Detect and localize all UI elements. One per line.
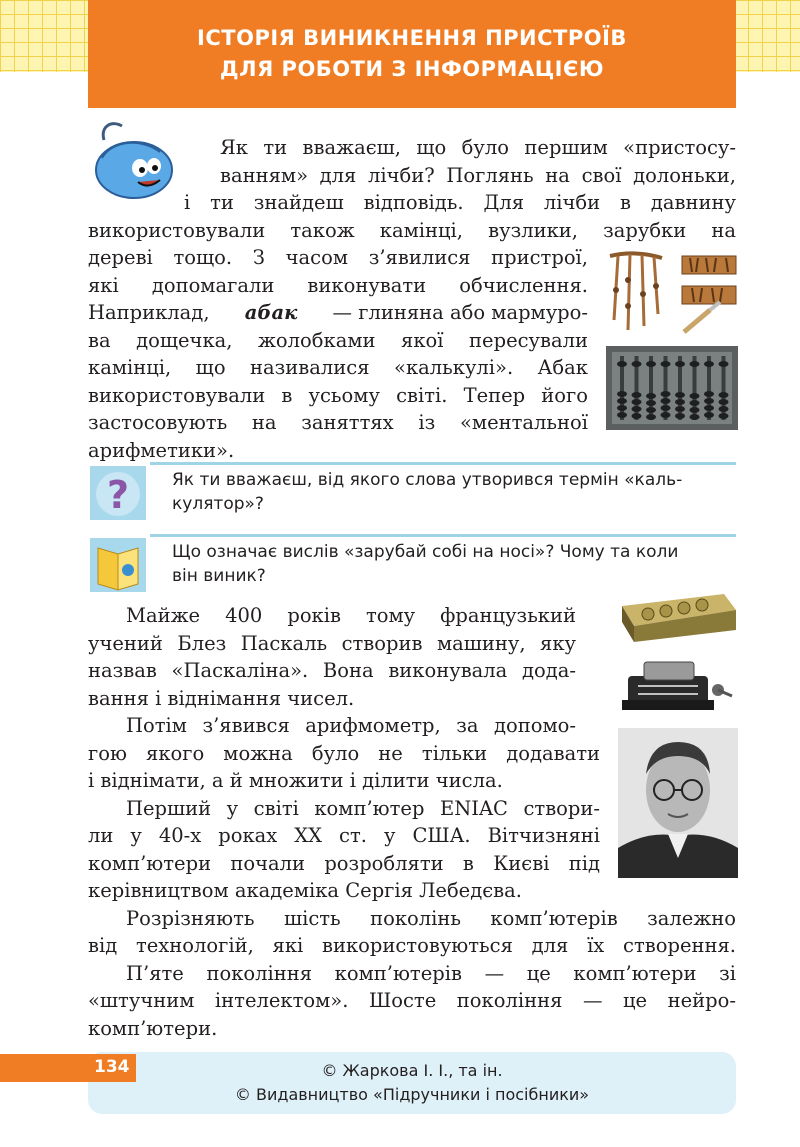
text-line: він виник? <box>172 566 266 586</box>
abacus-bead <box>719 361 729 367</box>
question-icon <box>88 464 148 522</box>
text-line: і віднімати, а й множити і ділити числа. <box>88 769 503 792</box>
abacus-bead <box>690 393 700 399</box>
text-line: Як ти вважаєш, що було першим «пристосу- <box>220 136 736 159</box>
text-line: керівництвом академіка Сергія Лебедєва. <box>88 879 522 902</box>
text-line: камінці, що називалися «калькулі». Абак <box>88 356 588 379</box>
text-line: комп’ютери почали розробляти в Києві під <box>88 851 600 875</box>
abacus-bead <box>632 413 642 419</box>
text-line: кулятор»? <box>172 494 264 514</box>
abacus-bead <box>661 391 671 397</box>
text-line: назвав «Паскаліна». Вона виконувала дода- <box>88 659 576 682</box>
text-line: і ти знайдеш відповідь. Для лічби в давнину <box>184 191 736 214</box>
abacus-bead <box>617 391 627 397</box>
text-line: використовували також камінці, вузлики, зарубки на <box>88 218 736 242</box>
abacus-bead <box>661 361 671 367</box>
text-line: від технологій, які використовуються для їх створення. <box>88 934 736 957</box>
abacus-bead <box>646 400 656 406</box>
text-line: арифметики». <box>88 438 235 462</box>
text-line: Перший у світі комп’ютер ENIAC створи- <box>126 796 600 820</box>
abacus-bead <box>719 392 729 398</box>
text-line: П’яте покоління комп’ютерів — це комп’ютери зі <box>126 961 736 985</box>
abacus-bead <box>632 361 642 367</box>
abacus-bead <box>719 399 729 405</box>
abacus-bead <box>632 399 642 405</box>
text-line <box>88 299 588 327</box>
svg-text:?: ? <box>106 473 130 517</box>
text-line: «штучним інтелектом». Шосте покоління — це нейро- <box>88 989 736 1012</box>
abacus-bead <box>704 398 714 404</box>
abacus-bead <box>646 361 656 367</box>
abacus-bead <box>719 413 729 419</box>
abacus-bead <box>661 398 671 404</box>
grid-decoration-left <box>0 0 88 72</box>
divider <box>150 462 736 465</box>
abacus-bead <box>617 361 627 367</box>
page-number-badge <box>0 1054 136 1082</box>
question-text <box>172 468 736 516</box>
title-line-1: ІСТОРІЯ ВИНИКНЕННЯ ПРИСТРОЇВ <box>197 26 627 50</box>
page-title <box>88 0 736 108</box>
text-line: Розрізняють шість поколінь комп’ютерів залежно <box>126 906 736 930</box>
question-box-1 <box>88 462 736 524</box>
notched-sticks-image <box>680 252 738 336</box>
text-fragment: — глиняна або мармуро- <box>332 301 588 324</box>
abacus-bead <box>690 400 700 406</box>
copyright-line: © Жаркова І. І., та ін. <box>321 1061 503 1080</box>
text-line: ванням» для лічби? Поглянь на свої долоньки, <box>220 163 736 187</box>
text-line: застосовують на заняттях із «ментальної <box>88 411 588 434</box>
counting-knots-image <box>606 250 666 334</box>
text-line: вання і віднімання чисел. <box>88 686 355 710</box>
page-number: 134 <box>94 1057 130 1077</box>
abacus-bead <box>617 398 627 404</box>
arithmometer-image <box>618 656 736 718</box>
abacus-bead <box>661 405 671 411</box>
text-line: Майже 400 років тому французький <box>126 604 576 627</box>
text-line: використовували в усьому світі. Тепер його <box>88 383 588 407</box>
term-abak: абак <box>244 301 298 324</box>
text-line: Як ти вважаєш, від якого слова утворився термін «каль- <box>172 470 683 490</box>
abacus-bead <box>617 405 627 411</box>
abacus-bead <box>704 391 714 397</box>
text-line: Потім з’явився арифмометр, за допомо- <box>126 714 576 737</box>
abacus-bead <box>690 361 700 367</box>
text-line: які допомагали виконувати обчислення. <box>88 273 588 297</box>
text-line: Що означає вислів «зарубай собі на носі»? Чому та коли <box>172 542 679 562</box>
question-text <box>172 540 736 588</box>
abacus-bead <box>632 406 642 412</box>
text-line: гою якого можна було не тільки додавати <box>88 741 600 765</box>
abacus-bead <box>704 405 714 411</box>
abacus-image <box>606 346 738 430</box>
pascaline-image <box>614 586 738 644</box>
grid-decoration-right <box>734 0 800 72</box>
copyright-footer <box>88 1052 736 1114</box>
divider <box>150 534 736 537</box>
abacus-bead <box>690 407 700 413</box>
abacus-bead <box>675 361 685 367</box>
abacus-bead <box>675 392 685 398</box>
abacus-bead <box>617 412 627 418</box>
abacus-bead <box>690 414 700 420</box>
abacus-bead <box>646 407 656 413</box>
book-icon <box>88 536 148 594</box>
text-line: дереві тощо. З часом з’явилися пристрої, <box>88 246 588 269</box>
text-line: учений Блез Паскаль створив машину, яку <box>88 631 576 655</box>
text-line: ли у 40-х роках XX ст. у США. Вітчизняні <box>88 824 600 847</box>
abacus-bead <box>632 392 642 398</box>
abacus-bead <box>675 399 685 405</box>
lebedev-portrait-image <box>618 728 738 878</box>
text-line: комп’ютери. <box>88 1016 218 1040</box>
publisher-line: © Видавництво «Підручники і посібники» <box>234 1085 590 1104</box>
abacus-bead <box>675 413 685 419</box>
title-line-2: ДЛЯ РОБОТИ З ІНФОРМАЦІЄЮ <box>219 57 605 81</box>
abacus-bead <box>661 412 671 418</box>
text-line: ва дощечка, жолобками якої пересували <box>88 328 588 352</box>
abacus-bead <box>704 361 714 367</box>
text-fragment: Наприклад, <box>88 301 210 324</box>
abacus-bead <box>646 393 656 399</box>
abacus-bead <box>675 406 685 412</box>
abacus-bead <box>704 412 714 418</box>
abacus-bead <box>646 414 656 420</box>
abacus-bead <box>719 406 729 412</box>
